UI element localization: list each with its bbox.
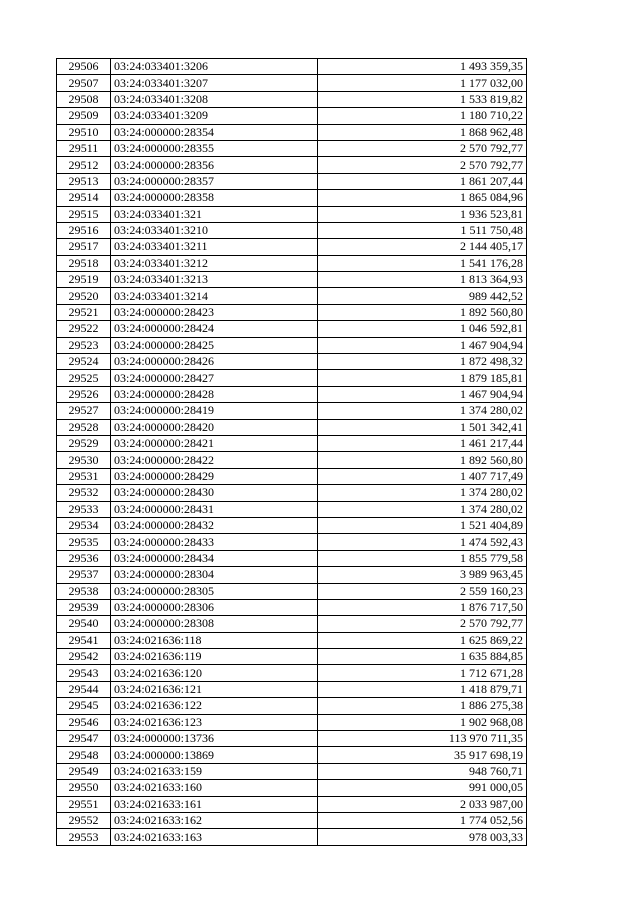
table-row	[57, 829, 527, 845]
cadastral-value-cell: 1 374 280,02	[318, 485, 527, 501]
cadastral-value-cell: 2 570 792,77	[318, 616, 527, 632]
table-row	[57, 665, 527, 681]
cadastral-value-cell: 991 000,05	[318, 780, 527, 796]
cadastral-number-cell: 03:24:033401:3206	[111, 59, 318, 75]
cadastral-value-cell: 1 872 498,32	[318, 354, 527, 370]
row-number-cell: 29511	[57, 140, 111, 156]
cadastral-value-cell: 1 541 176,28	[318, 255, 527, 271]
table-row	[57, 796, 527, 812]
table-row	[57, 812, 527, 828]
table-row	[57, 370, 527, 386]
table-row	[57, 599, 527, 615]
cadastral-number-cell: 03:24:000000:28423	[111, 304, 318, 320]
table-row	[57, 731, 527, 747]
row-number-cell: 29523	[57, 337, 111, 353]
cadastral-value-cell: 2 570 792,77	[318, 157, 527, 173]
cadastral-number-cell: 03:24:000000:28434	[111, 550, 318, 566]
cadastral-value-cell: 1 892 560,80	[318, 452, 527, 468]
cadastral-number-cell: 03:24:000000:28304	[111, 567, 318, 583]
cadastral-value-cell: 1 892 560,80	[318, 304, 527, 320]
table-row	[57, 321, 527, 337]
row-number-cell: 29543	[57, 665, 111, 681]
table-row	[57, 222, 527, 238]
cadastral-number-cell: 03:24:033401:3210	[111, 222, 318, 238]
cadastral-number-cell: 03:24:000000:28427	[111, 370, 318, 386]
row-number-cell: 29518	[57, 255, 111, 271]
cadastral-value-cell: 1 474 592,43	[318, 534, 527, 550]
table-row	[57, 501, 527, 517]
table-row	[57, 698, 527, 714]
cadastral-number-cell: 03:24:000000:28430	[111, 485, 318, 501]
cadastral-value-cell: 1 493 359,35	[318, 59, 527, 75]
table-row	[57, 337, 527, 353]
cadastral-number-cell: 03:24:021636:122	[111, 698, 318, 714]
table-row	[57, 435, 527, 451]
cadastral-number-cell: 03:24:021633:161	[111, 796, 318, 812]
table-row	[57, 272, 527, 288]
row-number-cell: 29509	[57, 108, 111, 124]
cadastral-number-cell: 03:24:000000:28433	[111, 534, 318, 550]
cadastral-value-cell: 989 442,52	[318, 288, 527, 304]
cadastral-value-cell: 1 533 819,82	[318, 91, 527, 107]
row-number-cell: 29521	[57, 304, 111, 320]
cadastral-value-cell: 1 177 032,00	[318, 75, 527, 91]
table-row	[57, 468, 527, 484]
row-number-cell: 29544	[57, 681, 111, 697]
cadastral-number-cell: 03:24:021633:160	[111, 780, 318, 796]
table-row	[57, 239, 527, 255]
cadastral-value-table	[56, 58, 527, 846]
cadastral-value-cell: 1 902 968,08	[318, 714, 527, 730]
cadastral-number-cell: 03:24:000000:28419	[111, 403, 318, 419]
cadastral-number-cell: 03:24:000000:28306	[111, 599, 318, 615]
row-number-cell: 29545	[57, 698, 111, 714]
table-row	[57, 304, 527, 320]
table-row	[57, 632, 527, 648]
row-number-cell: 29550	[57, 780, 111, 796]
cadastral-number-cell: 03:24:033401:321	[111, 206, 318, 222]
table-row	[57, 681, 527, 697]
cadastral-value-cell: 1 855 779,58	[318, 550, 527, 566]
cadastral-value-cell: 948 760,71	[318, 763, 527, 779]
row-number-cell: 29520	[57, 288, 111, 304]
row-number-cell: 29549	[57, 763, 111, 779]
cadastral-number-cell: 03:24:021633:162	[111, 812, 318, 828]
cadastral-value-cell: 1 046 592,81	[318, 321, 527, 337]
table-row	[57, 419, 527, 435]
row-number-cell: 29531	[57, 468, 111, 484]
cadastral-number-cell: 03:24:000000:28356	[111, 157, 318, 173]
table-row	[57, 550, 527, 566]
cadastral-value-cell: 1 461 217,44	[318, 435, 527, 451]
cadastral-value-cell: 1 876 717,50	[318, 599, 527, 615]
cadastral-value-cell: 1 180 710,22	[318, 108, 527, 124]
cadastral-number-cell: 03:24:033401:3207	[111, 75, 318, 91]
cadastral-number-cell: 03:24:033401:3212	[111, 255, 318, 271]
row-number-cell: 29529	[57, 435, 111, 451]
cadastral-value-cell: 1 865 084,96	[318, 190, 527, 206]
cadastral-number-cell: 03:24:021636:121	[111, 681, 318, 697]
row-number-cell: 29532	[57, 485, 111, 501]
table-row	[57, 714, 527, 730]
table-row	[57, 288, 527, 304]
cadastral-number-cell: 03:24:021636:119	[111, 649, 318, 665]
cadastral-number-cell: 03:24:033401:3209	[111, 108, 318, 124]
table-row	[57, 780, 527, 796]
row-number-cell: 29506	[57, 59, 111, 75]
cadastral-value-cell: 2 144 405,17	[318, 239, 527, 255]
row-number-cell: 29510	[57, 124, 111, 140]
table-row	[57, 763, 527, 779]
cadastral-value-cell: 1 879 185,81	[318, 370, 527, 386]
cadastral-value-cell: 1 467 904,94	[318, 386, 527, 402]
table-row	[57, 452, 527, 468]
cadastral-number-cell: 03:24:021636:118	[111, 632, 318, 648]
cadastral-number-cell: 03:24:000000:28421	[111, 435, 318, 451]
table-row	[57, 108, 527, 124]
cadastral-value-cell: 35 917 698,19	[318, 747, 527, 763]
row-number-cell: 29512	[57, 157, 111, 173]
table-row	[57, 75, 527, 91]
cadastral-number-cell: 03:24:000000:28432	[111, 517, 318, 533]
cadastral-number-cell: 03:24:000000:28424	[111, 321, 318, 337]
table-row	[57, 140, 527, 156]
cadastral-value-cell: 2 559 160,23	[318, 583, 527, 599]
cadastral-value-cell: 1 374 280,02	[318, 501, 527, 517]
cadastral-number-cell: 03:24:021636:123	[111, 714, 318, 730]
table-row	[57, 649, 527, 665]
row-number-cell: 29535	[57, 534, 111, 550]
row-number-cell: 29539	[57, 599, 111, 615]
row-number-cell: 29538	[57, 583, 111, 599]
cadastral-value-cell: 1 407 717,49	[318, 468, 527, 484]
table-row	[57, 255, 527, 271]
cadastral-number-cell: 03:24:000000:28420	[111, 419, 318, 435]
cadastral-value-cell: 1 868 962,48	[318, 124, 527, 140]
cadastral-value-cell: 1 625 869,22	[318, 632, 527, 648]
table-row	[57, 91, 527, 107]
cadastral-number-cell: 03:24:000000:28305	[111, 583, 318, 599]
cadastral-number-cell: 03:24:000000:28422	[111, 452, 318, 468]
row-number-cell: 29526	[57, 386, 111, 402]
table-row	[57, 124, 527, 140]
cadastral-number-cell: 03:24:000000:28358	[111, 190, 318, 206]
table-row	[57, 616, 527, 632]
cadastral-number-cell: 03:24:000000:28429	[111, 468, 318, 484]
table-row	[57, 747, 527, 763]
cadastral-value-cell: 113 970 711,35	[318, 731, 527, 747]
table-row	[57, 206, 527, 222]
cadastral-number-cell: 03:24:000000:28357	[111, 173, 318, 189]
cadastral-value-cell: 3 989 963,45	[318, 567, 527, 583]
cadastral-value-cell: 1 635 884,85	[318, 649, 527, 665]
table-row	[57, 157, 527, 173]
row-number-cell: 29542	[57, 649, 111, 665]
cadastral-number-cell: 03:24:033401:3214	[111, 288, 318, 304]
table-row	[57, 567, 527, 583]
cadastral-value-cell: 2 570 792,77	[318, 140, 527, 156]
cadastral-value-cell: 1 418 879,71	[318, 681, 527, 697]
row-number-cell: 29528	[57, 419, 111, 435]
row-number-cell: 29534	[57, 517, 111, 533]
table-row	[57, 583, 527, 599]
cadastral-value-cell: 1 374 280,02	[318, 403, 527, 419]
cadastral-value-cell: 1 501 342,41	[318, 419, 527, 435]
cadastral-value-cell: 1 511 750,48	[318, 222, 527, 238]
cadastral-value-cell: 1 861 207,44	[318, 173, 527, 189]
table-row	[57, 354, 527, 370]
row-number-cell: 29546	[57, 714, 111, 730]
cadastral-number-cell: 03:24:000000:28426	[111, 354, 318, 370]
table-row	[57, 403, 527, 419]
row-number-cell: 29507	[57, 75, 111, 91]
row-number-cell: 29547	[57, 731, 111, 747]
table-row	[57, 190, 527, 206]
cadastral-value-cell: 1 712 671,28	[318, 665, 527, 681]
cadastral-number-cell: 03:24:000000:28355	[111, 140, 318, 156]
row-number-cell: 29536	[57, 550, 111, 566]
row-number-cell: 29508	[57, 91, 111, 107]
cadastral-value-cell: 1 886 275,38	[318, 698, 527, 714]
cadastral-number-cell: 03:24:000000:13869	[111, 747, 318, 763]
table-row	[57, 59, 527, 75]
row-number-cell: 29525	[57, 370, 111, 386]
table-row	[57, 386, 527, 402]
table-row	[57, 485, 527, 501]
row-number-cell: 29540	[57, 616, 111, 632]
row-number-cell: 29552	[57, 812, 111, 828]
cadastral-number-cell: 03:24:000000:28425	[111, 337, 318, 353]
row-number-cell: 29513	[57, 173, 111, 189]
cadastral-number-cell: 03:24:021633:163	[111, 829, 318, 845]
row-number-cell: 29530	[57, 452, 111, 468]
cadastral-value-cell: 1 521 404,89	[318, 517, 527, 533]
row-number-cell: 29551	[57, 796, 111, 812]
row-number-cell: 29548	[57, 747, 111, 763]
cadastral-value-cell: 1 774 052,56	[318, 812, 527, 828]
cadastral-number-cell: 03:24:033401:3208	[111, 91, 318, 107]
cadastral-number-cell: 03:24:000000:28428	[111, 386, 318, 402]
row-number-cell: 29537	[57, 567, 111, 583]
cadastral-number-cell: 03:24:033401:3213	[111, 272, 318, 288]
cadastral-number-cell: 03:24:021633:159	[111, 763, 318, 779]
cadastral-value-cell: 1 813 364,93	[318, 272, 527, 288]
cadastral-number-cell: 03:24:033401:3211	[111, 239, 318, 255]
table-body	[57, 59, 527, 846]
row-number-cell: 29517	[57, 239, 111, 255]
row-number-cell: 29533	[57, 501, 111, 517]
row-number-cell: 29527	[57, 403, 111, 419]
row-number-cell: 29516	[57, 222, 111, 238]
cadastral-value-cell: 1 467 904,94	[318, 337, 527, 353]
cadastral-number-cell: 03:24:000000:28308	[111, 616, 318, 632]
cadastral-value-cell: 1 936 523,81	[318, 206, 527, 222]
row-number-cell: 29522	[57, 321, 111, 337]
row-number-cell: 29524	[57, 354, 111, 370]
table-row	[57, 517, 527, 533]
cadastral-value-cell: 978 003,33	[318, 829, 527, 845]
row-number-cell: 29515	[57, 206, 111, 222]
table-row	[57, 173, 527, 189]
cadastral-number-cell: 03:24:000000:28431	[111, 501, 318, 517]
table-row	[57, 534, 527, 550]
row-number-cell: 29553	[57, 829, 111, 845]
cadastral-value-cell: 2 033 987,00	[318, 796, 527, 812]
row-number-cell: 29514	[57, 190, 111, 206]
row-number-cell: 29519	[57, 272, 111, 288]
cadastral-number-cell: 03:24:021636:120	[111, 665, 318, 681]
cadastral-number-cell: 03:24:000000:13736	[111, 731, 318, 747]
cadastral-number-cell: 03:24:000000:28354	[111, 124, 318, 140]
row-number-cell: 29541	[57, 632, 111, 648]
